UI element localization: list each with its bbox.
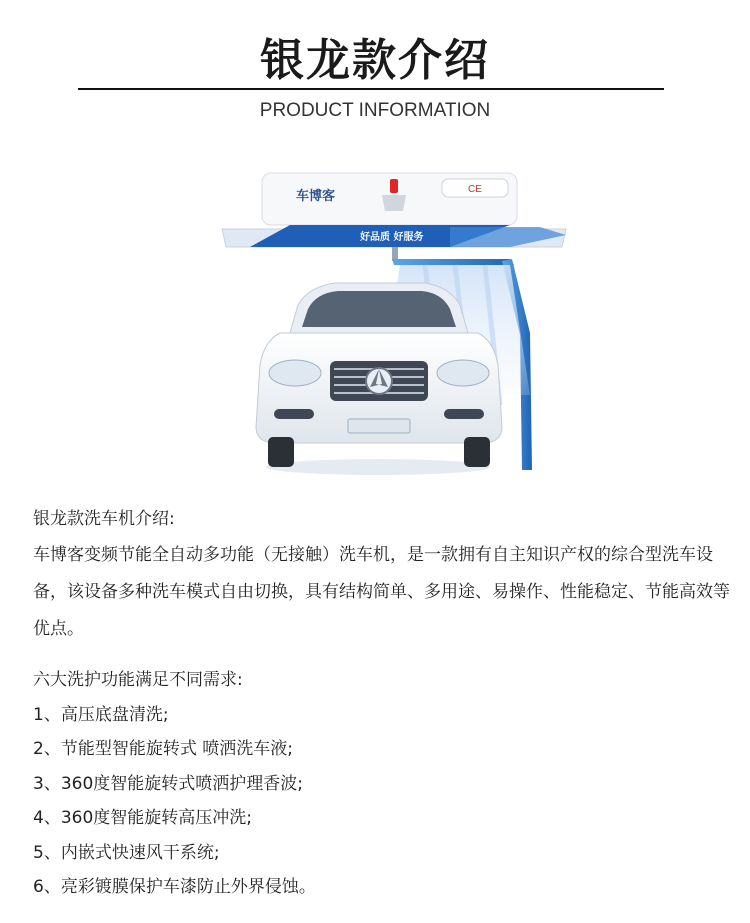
banner-slogan: 好品质 好服务 [360,232,424,243]
intro-heading: 银龙款洗车机介绍: [33,509,175,529]
list-item: 6、亮彩镀膜保护车漆防止外界侵蚀。 [33,877,316,898]
list-item: 4、360度智能旋转高压冲洗; [33,808,252,829]
machine-housing [222,173,566,247]
list-item: 3、360度智能旋转式喷洒护理香波; [33,773,303,794]
feature-list [33,698,316,904]
car-wash-machine-image [210,165,580,480]
svg-text:CE: CE [468,184,482,195]
list-item: 2、节能型智能旋转式 喷洒洗车液; [33,739,293,760]
title-divider [78,88,664,90]
list-item: 5、内嵌式快速风干系统; [33,842,220,863]
page-title: 银龙款介绍 [260,35,490,86]
list-item: 1、高压底盘清洗; [33,705,169,725]
page-subtitle: PRODUCT INFORMATION [259,100,491,121]
brand-logo: 车博客 [296,189,336,204]
intro-paragraph: 车博客变频节能全自动多功能（无接触）洗车机，是一款拥有自主知识产权的综合型洗车设备，该设备多种洗车模式自由切换，具有结构简单、多用途、易操作、性能稳定、节能高效等优点。 [33,545,730,639]
warning-light [390,179,398,193]
features-heading: 六大洗护功能满足不同需求: [33,670,243,690]
